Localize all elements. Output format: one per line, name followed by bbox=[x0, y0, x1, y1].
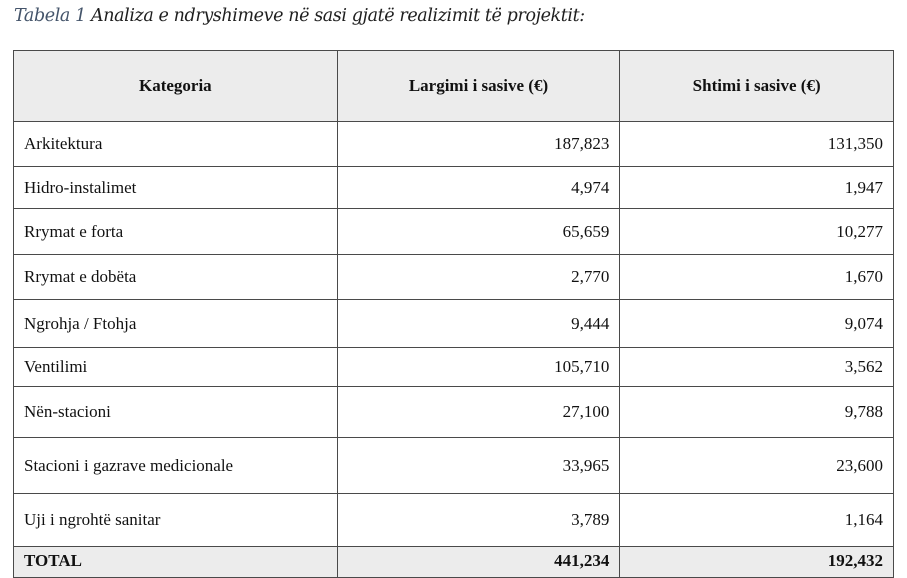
cell-category: Uji i ngrohtë sanitar bbox=[14, 494, 338, 547]
table-row bbox=[14, 167, 894, 209]
total-removed: 441,234 bbox=[337, 547, 620, 578]
cell-category: Hidro-instalimet bbox=[14, 167, 338, 209]
cell-added: 1,164 bbox=[620, 494, 894, 547]
total-row bbox=[14, 547, 894, 578]
table-row bbox=[14, 255, 894, 300]
table-header-row bbox=[14, 51, 894, 122]
cell-category: Ngrohja / Ftohja bbox=[14, 300, 338, 348]
total-label: TOTAL bbox=[14, 547, 338, 578]
table-row bbox=[14, 438, 894, 494]
cell-removed: 4,974 bbox=[337, 167, 620, 209]
cell-category: Arkitektura bbox=[14, 122, 338, 167]
cell-added: 1,670 bbox=[620, 255, 894, 300]
table-row bbox=[14, 387, 894, 438]
cell-added: 10,277 bbox=[620, 209, 894, 255]
cell-category: Rrymat e forta bbox=[14, 209, 338, 255]
cell-removed: 33,965 bbox=[337, 438, 620, 494]
table-row bbox=[14, 122, 894, 167]
header-category: Kategoria bbox=[14, 51, 338, 122]
quantity-changes-table bbox=[13, 50, 894, 578]
cell-added: 1,947 bbox=[620, 167, 894, 209]
table-caption bbox=[14, 6, 585, 26]
caption-text: Analiza e ndryshimeve në sasi gjatë realizimit të projektit: bbox=[85, 6, 585, 26]
cell-removed: 187,823 bbox=[337, 122, 620, 167]
table-row bbox=[14, 494, 894, 547]
table-row bbox=[14, 300, 894, 348]
table-row bbox=[14, 209, 894, 255]
header-removed: Largimi i sasive (€) bbox=[337, 51, 620, 122]
cell-added: 131,350 bbox=[620, 122, 894, 167]
caption-label: Tabela 1 bbox=[14, 6, 86, 26]
cell-category: Ventilimi bbox=[14, 348, 338, 387]
cell-removed: 2,770 bbox=[337, 255, 620, 300]
total-added: 192,432 bbox=[620, 547, 894, 578]
cell-removed: 9,444 bbox=[337, 300, 620, 348]
cell-removed: 65,659 bbox=[337, 209, 620, 255]
cell-added: 3,562 bbox=[620, 348, 894, 387]
table-row bbox=[14, 348, 894, 387]
cell-removed: 27,100 bbox=[337, 387, 620, 438]
cell-added: 9,788 bbox=[620, 387, 894, 438]
cell-removed: 105,710 bbox=[337, 348, 620, 387]
cell-category: Stacioni i gazrave medicionale bbox=[14, 438, 338, 494]
cell-removed: 3,789 bbox=[337, 494, 620, 547]
cell-category: Nën-stacioni bbox=[14, 387, 338, 438]
cell-category: Rrymat e dobëta bbox=[14, 255, 338, 300]
cell-added: 9,074 bbox=[620, 300, 894, 348]
header-added: Shtimi i sasive (€) bbox=[620, 51, 894, 122]
cell-added: 23,600 bbox=[620, 438, 894, 494]
